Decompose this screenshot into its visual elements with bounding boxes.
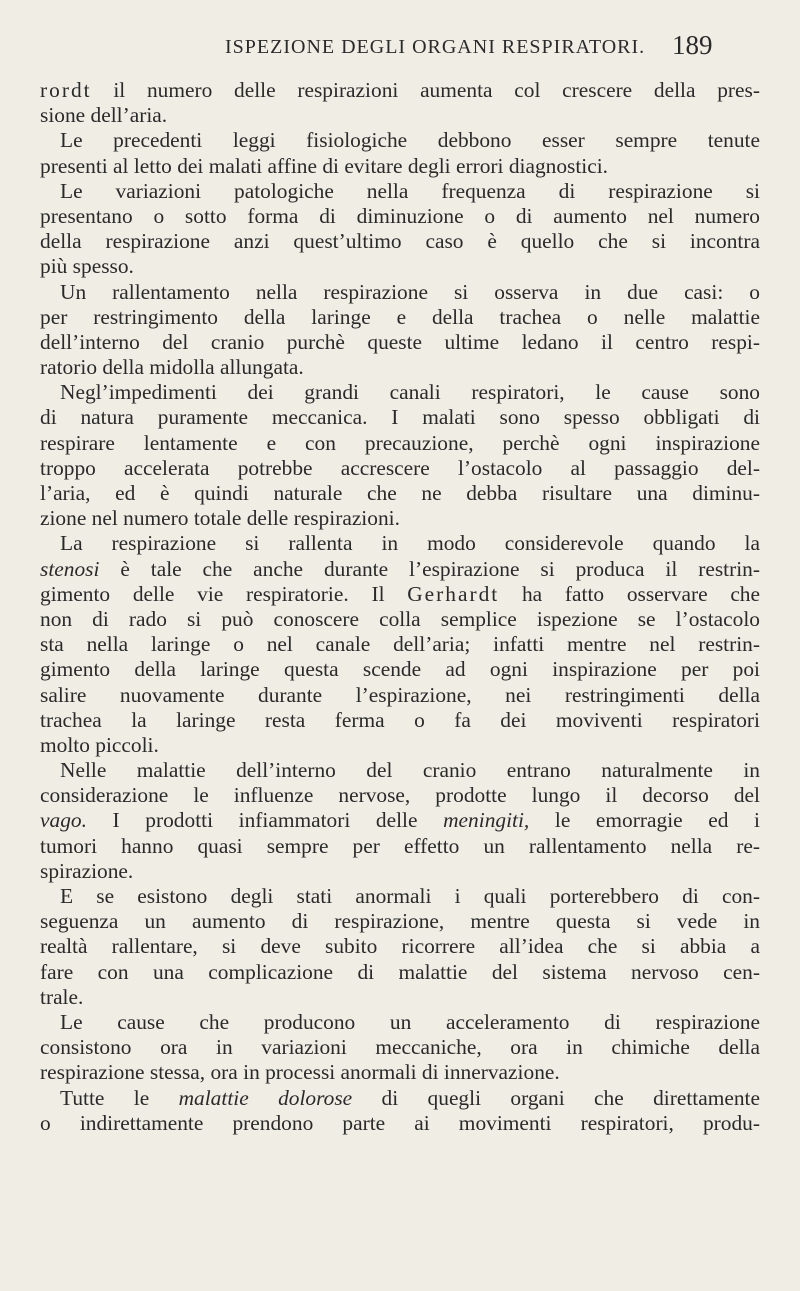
- text-line: [40, 582, 760, 607]
- text-line: [40, 481, 760, 506]
- text-line: [40, 934, 760, 959]
- text-segment: di quegli organi che direttamente: [352, 1085, 760, 1110]
- text-segment: zione nel numero totale delle respirazioni.: [40, 506, 400, 531]
- text-line: [40, 254, 760, 279]
- text-line: [40, 204, 760, 229]
- text-line: [40, 1010, 760, 1035]
- italic-text: vago.: [40, 808, 87, 833]
- text-segment: troppo accelerata potrebbe accrescere l’ostacolo al passaggio del-: [40, 455, 760, 480]
- text-segment: l’aria, ed è quindi naturale che ne debba risultare una diminu-: [40, 481, 760, 505]
- text-line: [40, 859, 760, 884]
- text-segment: presentano o sotto forma di diminuzione o di aumento nel numero: [40, 203, 760, 228]
- text-line: [40, 405, 760, 430]
- text-segment: ratorio della midolla allungata.: [40, 355, 304, 380]
- text-line: [40, 431, 760, 456]
- text-segment: ha fatto osservare che: [499, 581, 760, 606]
- text-segment: respirazione stessa, ora in processi anormali di innervazione.: [40, 1060, 560, 1085]
- page-number: 189: [672, 30, 713, 60]
- text-line: [40, 103, 760, 128]
- text-segment: consistono ora in variazioni meccaniche, ora in chimiche della: [40, 1035, 760, 1060]
- text-segment: trachea la laringe resta ferma o fa dei moviventi respiratori: [40, 707, 760, 732]
- text-line: [40, 78, 760, 103]
- body-text: [40, 78, 760, 1136]
- text-segment: La respirazione si rallenta in modo considerevole quando la: [60, 531, 760, 556]
- text-line: [40, 960, 760, 985]
- text-segment: Nelle malattie dell’interno del cranio entrano naturalmente in: [60, 758, 760, 783]
- text-segment: gimento delle vie respiratorie. Il: [40, 581, 408, 606]
- text-line: [40, 179, 760, 204]
- text-line: [40, 783, 760, 808]
- text-segment: seguenza un aumento di respirazione, mentre questa si vede in: [40, 909, 760, 934]
- text-line: [40, 1086, 760, 1111]
- text-segment: sta nella laringe o nel canale dell’aria; infatti mentre nel restrin-: [40, 632, 760, 657]
- text-segment: dell’interno del cranio purchè queste ultime ledano il centro respi-: [40, 329, 760, 354]
- text-segment: per restringimento della laringe e della trachea o nelle malattie: [40, 304, 760, 329]
- text-line: [40, 607, 760, 632]
- text-segment: realtà rallentare, si deve subito ricorrere all’idea che si abbia a: [40, 934, 760, 959]
- text-line: [40, 128, 760, 153]
- text-line: [40, 683, 760, 708]
- text-segment: più spesso.: [40, 254, 134, 279]
- text-segment: considerazione le influenze nervose, prodotte lungo il decorso del: [40, 783, 760, 808]
- text-line: [40, 229, 760, 254]
- text-segment: tumori hanno quasi sempre per effetto un rallentamento nella re-: [40, 833, 760, 858]
- text-line: [40, 884, 760, 909]
- spaced-text: rordt: [40, 78, 92, 102]
- text-segment: Le variazioni patologiche nella frequenza di respirazione si: [60, 178, 760, 203]
- text-segment: o indirettamente prendono parte ai movimenti respiratori, produ-: [40, 1110, 760, 1135]
- text-segment: E se esistono degli stati anormali i quali porterebbero di con-: [60, 884, 760, 908]
- text-line: [40, 985, 760, 1010]
- text-line: [40, 708, 760, 733]
- page-header: [0, 30, 800, 80]
- italic-text: meningiti,: [443, 808, 530, 833]
- text-segment: Tutte le: [60, 1085, 179, 1110]
- text-line: [40, 909, 760, 934]
- spaced-text: Gerhardt: [407, 581, 500, 606]
- text-segment: I prodotti infiammatori delle: [86, 808, 444, 833]
- text-segment: trale.: [40, 984, 84, 1009]
- text-segment: respirare lentamente e con precauzione, perchè ogni inspirazione: [40, 430, 760, 455]
- text-line: [40, 380, 760, 405]
- text-line: [40, 632, 760, 657]
- text-line: [40, 506, 760, 531]
- text-segment: è tale che anche durante l’espirazione si produca il restrin-: [99, 556, 760, 581]
- text-line: [40, 733, 760, 758]
- text-line: [40, 330, 760, 355]
- text-line: [40, 305, 760, 330]
- italic-text: stenosi: [40, 556, 100, 581]
- text-line: [40, 1060, 760, 1085]
- text-line: [40, 758, 760, 783]
- text-segment: il numero delle respirazioni aumenta col crescere della pres-: [91, 78, 760, 102]
- text-segment: fare con una complicazione di malattie del sistema nervoso cen-: [40, 959, 760, 984]
- text-segment: di natura puramente meccanica. I malati sono spesso obbligati di: [40, 405, 760, 430]
- text-segment: molto piccoli.: [40, 732, 159, 757]
- text-line: [40, 280, 760, 305]
- text-line: [40, 531, 760, 556]
- text-segment: presenti al letto dei malati affine di evitare degli errori diagnostici.: [40, 153, 609, 178]
- text-segment: le emorragie ed i: [529, 808, 760, 833]
- text-segment: sione dell’aria.: [40, 103, 168, 128]
- text-line: [40, 456, 760, 481]
- text-line: [40, 557, 760, 582]
- text-line: [40, 657, 760, 682]
- text-line: [40, 355, 760, 380]
- running-head: ISPEZIONE DEGLI ORGANI RESPIRATORI.: [225, 36, 646, 58]
- text-segment: Le cause che producono un acceleramento di respirazione: [60, 1009, 760, 1034]
- text-segment: della respirazione anzi quest’ultimo caso è quello che si incontra: [40, 229, 760, 254]
- italic-text: malattie dolorose: [178, 1085, 353, 1110]
- text-segment: Un rallentamento nella respirazione si osserva in due casi: o: [60, 279, 760, 304]
- text-line: [40, 154, 760, 179]
- text-line: [40, 1111, 760, 1136]
- text-line: [40, 808, 760, 833]
- text-segment: Negl’impedimenti dei grandi canali respiratori, le cause sono: [60, 380, 760, 405]
- text-segment: non di rado si può conoscere colla semplice ispezione se l’ostacolo: [40, 606, 760, 631]
- text-line: [40, 834, 760, 859]
- text-segment: salire nuovamente durante l’espirazione, nei restringimenti della: [40, 682, 760, 707]
- text-segment: gimento della laringe questa scende ad ogni inspirazione per poi: [40, 657, 760, 682]
- text-segment: Le precedenti leggi fisiologiche debbono esser sempre tenute: [60, 128, 760, 153]
- text-segment: spirazione.: [40, 858, 134, 883]
- text-line: [40, 1035, 760, 1060]
